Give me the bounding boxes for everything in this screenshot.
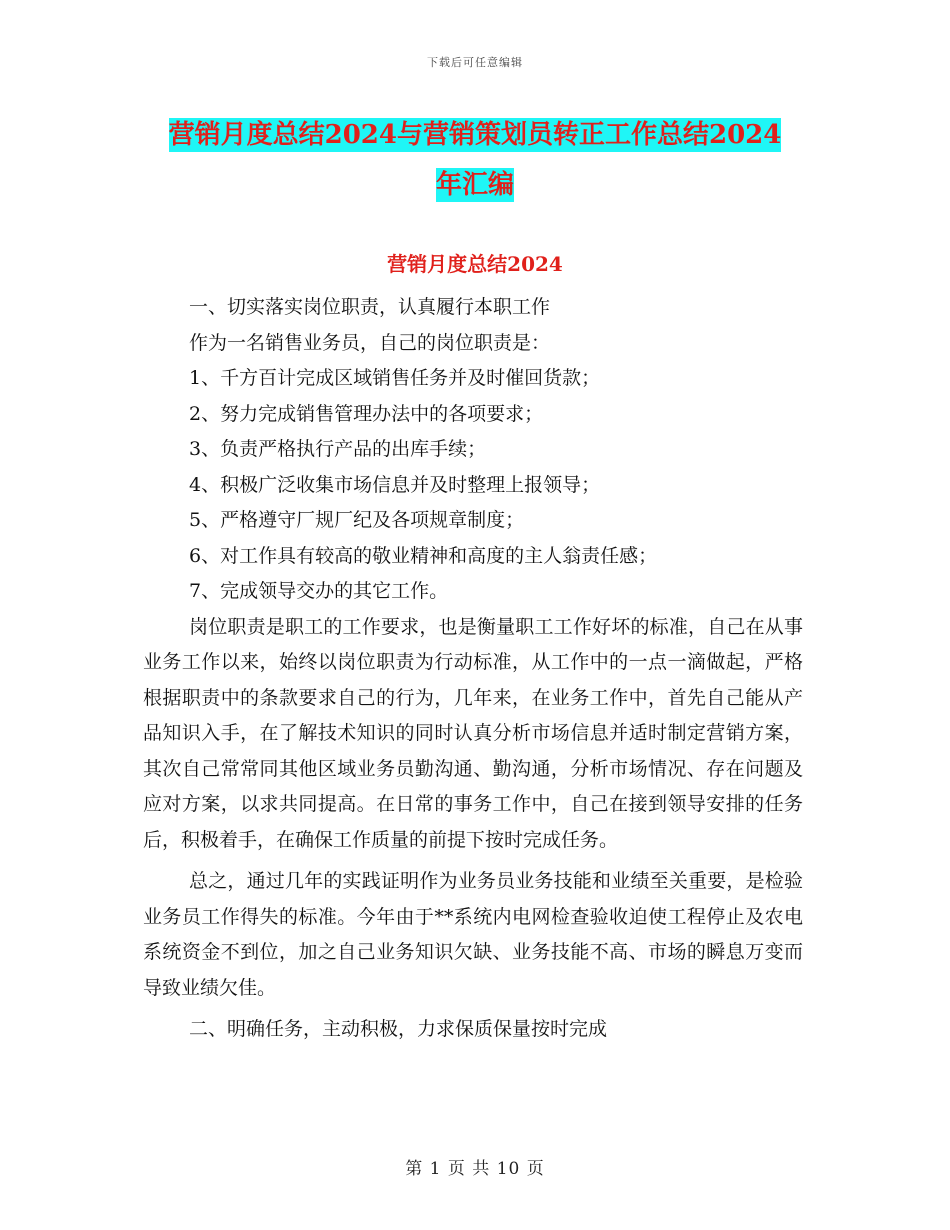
paragraph-heading-2: 二、明确任务，主动积极，力求保质保量按时完成 (189, 1018, 608, 1040)
document-title-line-2: 年汇编 (435, 170, 514, 200)
list-item: 5、严格遵守厂规厂纪及各项规章制度； (189, 509, 525, 531)
header-note: 下载后可任意编辑 (427, 56, 523, 69)
list-item: 1、千方百计完成区域销售任务并及时催回货款； (189, 367, 601, 389)
paragraph-body: 总之，通过几年的实践证明作为业务员业务技能和业绩至关重要，是检验业务员工作得失的标准。今年由于**系统内电网检查验收迫使工程停止及农电系统资金不到位，加之自己业务知识欠缺、业务技能不高、市场的瞬息万变而导致业绩欠佳。 (143, 870, 803, 999)
list-item: 3、负责严格执行产品的出库手续； (189, 438, 487, 460)
list-item: 4、积极广泛收集市场信息并及时整理上报领导； (189, 473, 601, 496)
list-item: 2、努力完成销售管理办法中的各项要求； (189, 402, 544, 425)
document-title-line-1: 营销月度总结2024与营销策划员转正工作总结2024 (168, 120, 782, 150)
document-body (143, 290, 803, 1048)
section-title: 营销月度总结2024 (387, 252, 563, 276)
page-footer: 第 1 页 共 10 页 (405, 1159, 545, 1179)
paragraph-heading-1: 一、切实落实岗位职责，认真履行本职工作 (189, 296, 551, 318)
list-item: 6、对工作具有较高的敬业精神和高度的主人翁责任感； (189, 544, 658, 567)
paragraph-intro: 作为一名销售业务员，自己的岗位职责是： (189, 331, 551, 354)
list-item: 7、完成领导交办的其它工作。 (189, 580, 449, 602)
paragraph-body: 岗位职责是职工的工作要求，也是衡量职工工作好坏的标准，自己在从事业务工作以来，始终以岗位职责为行动标准，从工作中的一点一滴做起，严格根据职责中的条款要求自己的行为，几年来，在业务工作中，首先自己能从产品知识入手，在了解技术知识的同时认真分析市场信息并适时制定营销方案，其次自己常常同其他区域业务员勤沟通、勤沟通，分析市场情况、存在问题及应对方案，以求共同提高。在日常的事务工作中，自己在接到领导安排的任务后，积极着手，在确保工作质量的前提下按时完成任务。 (143, 615, 803, 851)
document-title (0, 110, 950, 210)
